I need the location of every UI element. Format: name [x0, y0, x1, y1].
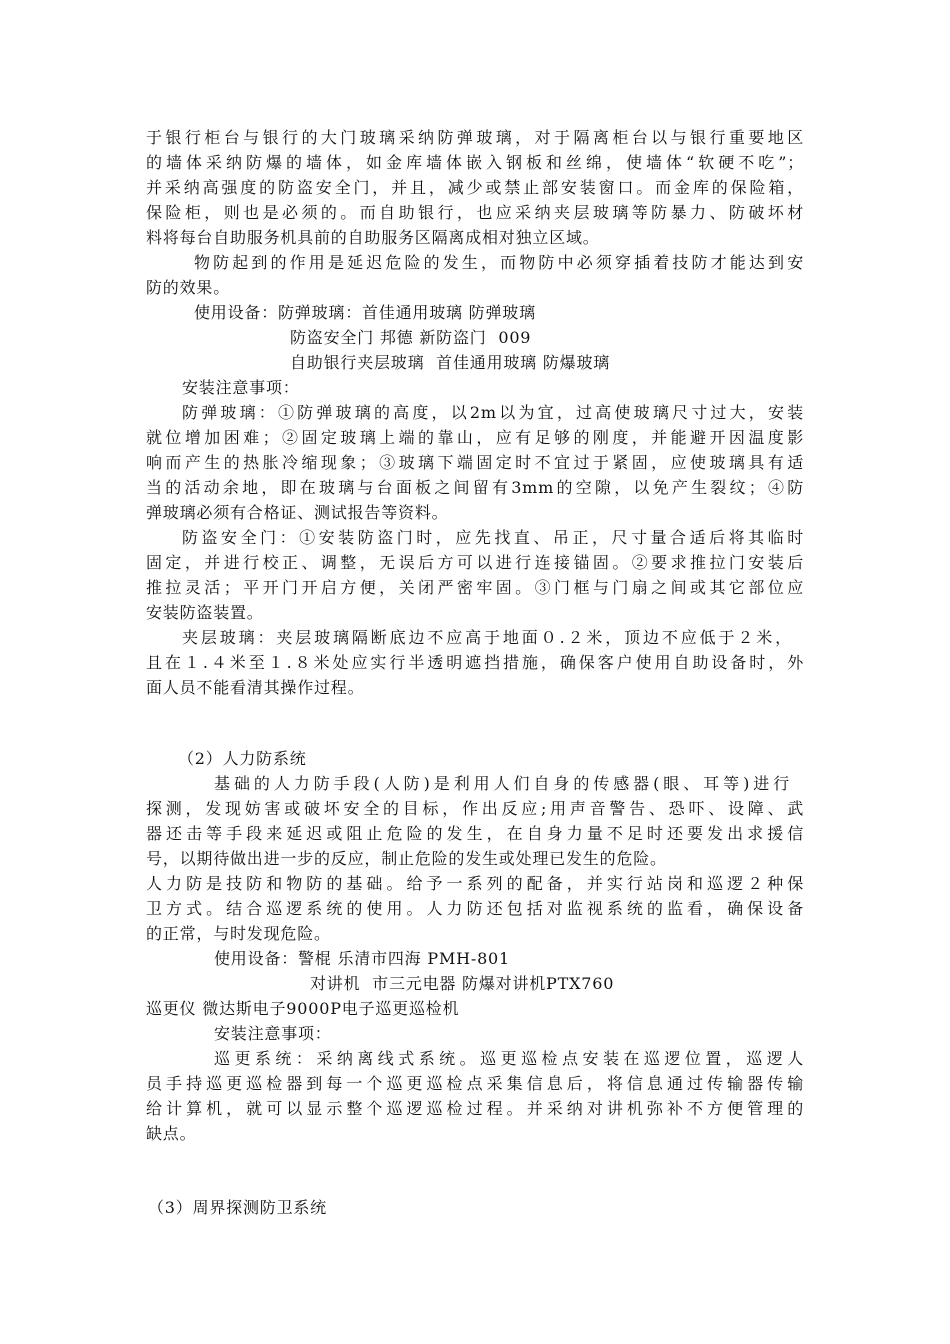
text-line: 当的活动余地，即在玻璃与台面板之间留有3mm的空隙，以免产生裂纹；④防	[146, 478, 804, 497]
section-heading: （3）周界探测防卫系统	[148, 1198, 327, 1217]
text-line: 器还击等手段来延迟或阻止危险的发生，在自身力量不足时还要发出求援信	[146, 824, 804, 843]
text-line: 探测，发现妨害或破坏安全的目标，作出反应;用声音警告、恐吓、设障、武	[146, 799, 804, 818]
text-line: 巡更系统：采纳离线式系统。巡更巡检点安装在巡逻位置，巡逻人	[214, 1049, 804, 1068]
text-line: 防弹玻璃：①防弹玻璃的高度，以2m以为宜，过高使玻璃尺寸过大，安装	[182, 403, 804, 422]
equipment-line: 防盗安全门 邦德 新防盗门 009	[290, 328, 532, 347]
text-line: 缺点。	[146, 1124, 197, 1143]
text-line: 推拉灵活；平开门开启方便，关闭严密牢固。③门框与门扇之间或其它部位应	[146, 578, 804, 597]
text-line: 固定，并进行校正、调整，无误后方可以进行连接锚固。②要求推拉门安装后	[146, 553, 804, 572]
section-heading: （2）人力防系统	[178, 749, 307, 768]
equipment-line: 自助银行夹层玻璃 首佳通用玻璃 防爆玻璃	[290, 353, 611, 372]
text-line: 弹玻璃必须有合格证、测试报告等资料。	[146, 503, 449, 522]
notes-heading: 安装注意事项：	[182, 378, 300, 397]
equipment-line: 使用设备：防弹玻璃：首佳通用玻璃 防弹玻璃	[194, 303, 536, 322]
text-line: 防盗安全门：①安装防盗门时，应先找直、吊正，尺寸量合适后将其临时	[182, 528, 804, 547]
equipment-line: 巡更仪 微达斯电子9000P电子巡更巡检机	[146, 999, 460, 1018]
notes-heading: 安装注意事项：	[214, 1024, 332, 1043]
text-line: 面人员不能看清其操作过程。	[146, 678, 365, 697]
text-line: 给计算机，就可以显示整个巡逻巡检过程。并采纳对讲机弥补不方便管理的	[146, 1099, 804, 1118]
text-line: 安装防盗装置。	[146, 603, 264, 622]
text-line: 于银行柜台与银行的大门玻璃采纳防弹玻璃，对于隔离柜台以与银行重要地区	[146, 128, 804, 147]
text-line: 的正常，与时发现危险。	[146, 924, 331, 943]
text-line: 夹层玻璃：夹层玻璃隔断底边不应高于地面０.２米，顶边不应低于２米，	[182, 628, 792, 647]
text-line: 且在１.４米至１.８米处应实行半透明遮挡措施，确保客户使用自助设备时，外	[146, 653, 804, 672]
text-line: 并采纳高强度的防盗安全门，并且，减少或禁止部安装窗口。而金库的保险箱，	[146, 178, 804, 197]
text-line: 就位增加困难；②固定玻璃上端的靠山，应有足够的刚度，并能避开因温度影	[146, 428, 804, 447]
text-line: 的墙体采纳防爆的墙体，如金库墙体嵌入钢板和丝绵，使墙体“软硬不吃”；	[146, 153, 804, 172]
text-line: 基础的人力防手段(人防)是利用人们自身的传感器(眼、耳等)进行	[214, 774, 790, 793]
text-line: 保险柜，则也是必须的。而自助银行，也应采纳夹层玻璃等防暴力、防破坏材	[146, 203, 804, 222]
equipment-line: 对讲机 市三元电器 防爆对讲机PTX760	[310, 974, 615, 993]
text-line: 号，以期待做出进一步的反应，制止危险的发生或处理已发生的危险。	[146, 849, 667, 868]
text-line: 员手持巡更巡检器到每一个巡更巡检点采集信息后，将信息通过传输器传输	[146, 1074, 804, 1093]
equipment-line: 使用设备：警棍 乐清市四海 PMH-801	[214, 949, 511, 968]
text-line: 响而产生的热胀冷缩现象；③玻璃下端固定时不宜过于紧固，应使玻璃具有适	[146, 453, 804, 472]
text-line: 物防起到的作用是延迟危险的发生，而物防中必须穿插着技防才能达到安	[194, 253, 804, 272]
text-line: 防的效果。	[146, 278, 231, 297]
text-line: 卫方式。结合巡逻系统的使用。人力防还包括对监视系统的监看，确保设备	[146, 899, 804, 918]
text-line: 料将每台自助服务机具前的自助服务区隔离成相对独立区域。	[146, 228, 600, 247]
text-line: 人力防是技防和物防的基础。给予一系列的配备，并实行站岗和巡逻２种保	[146, 874, 804, 893]
